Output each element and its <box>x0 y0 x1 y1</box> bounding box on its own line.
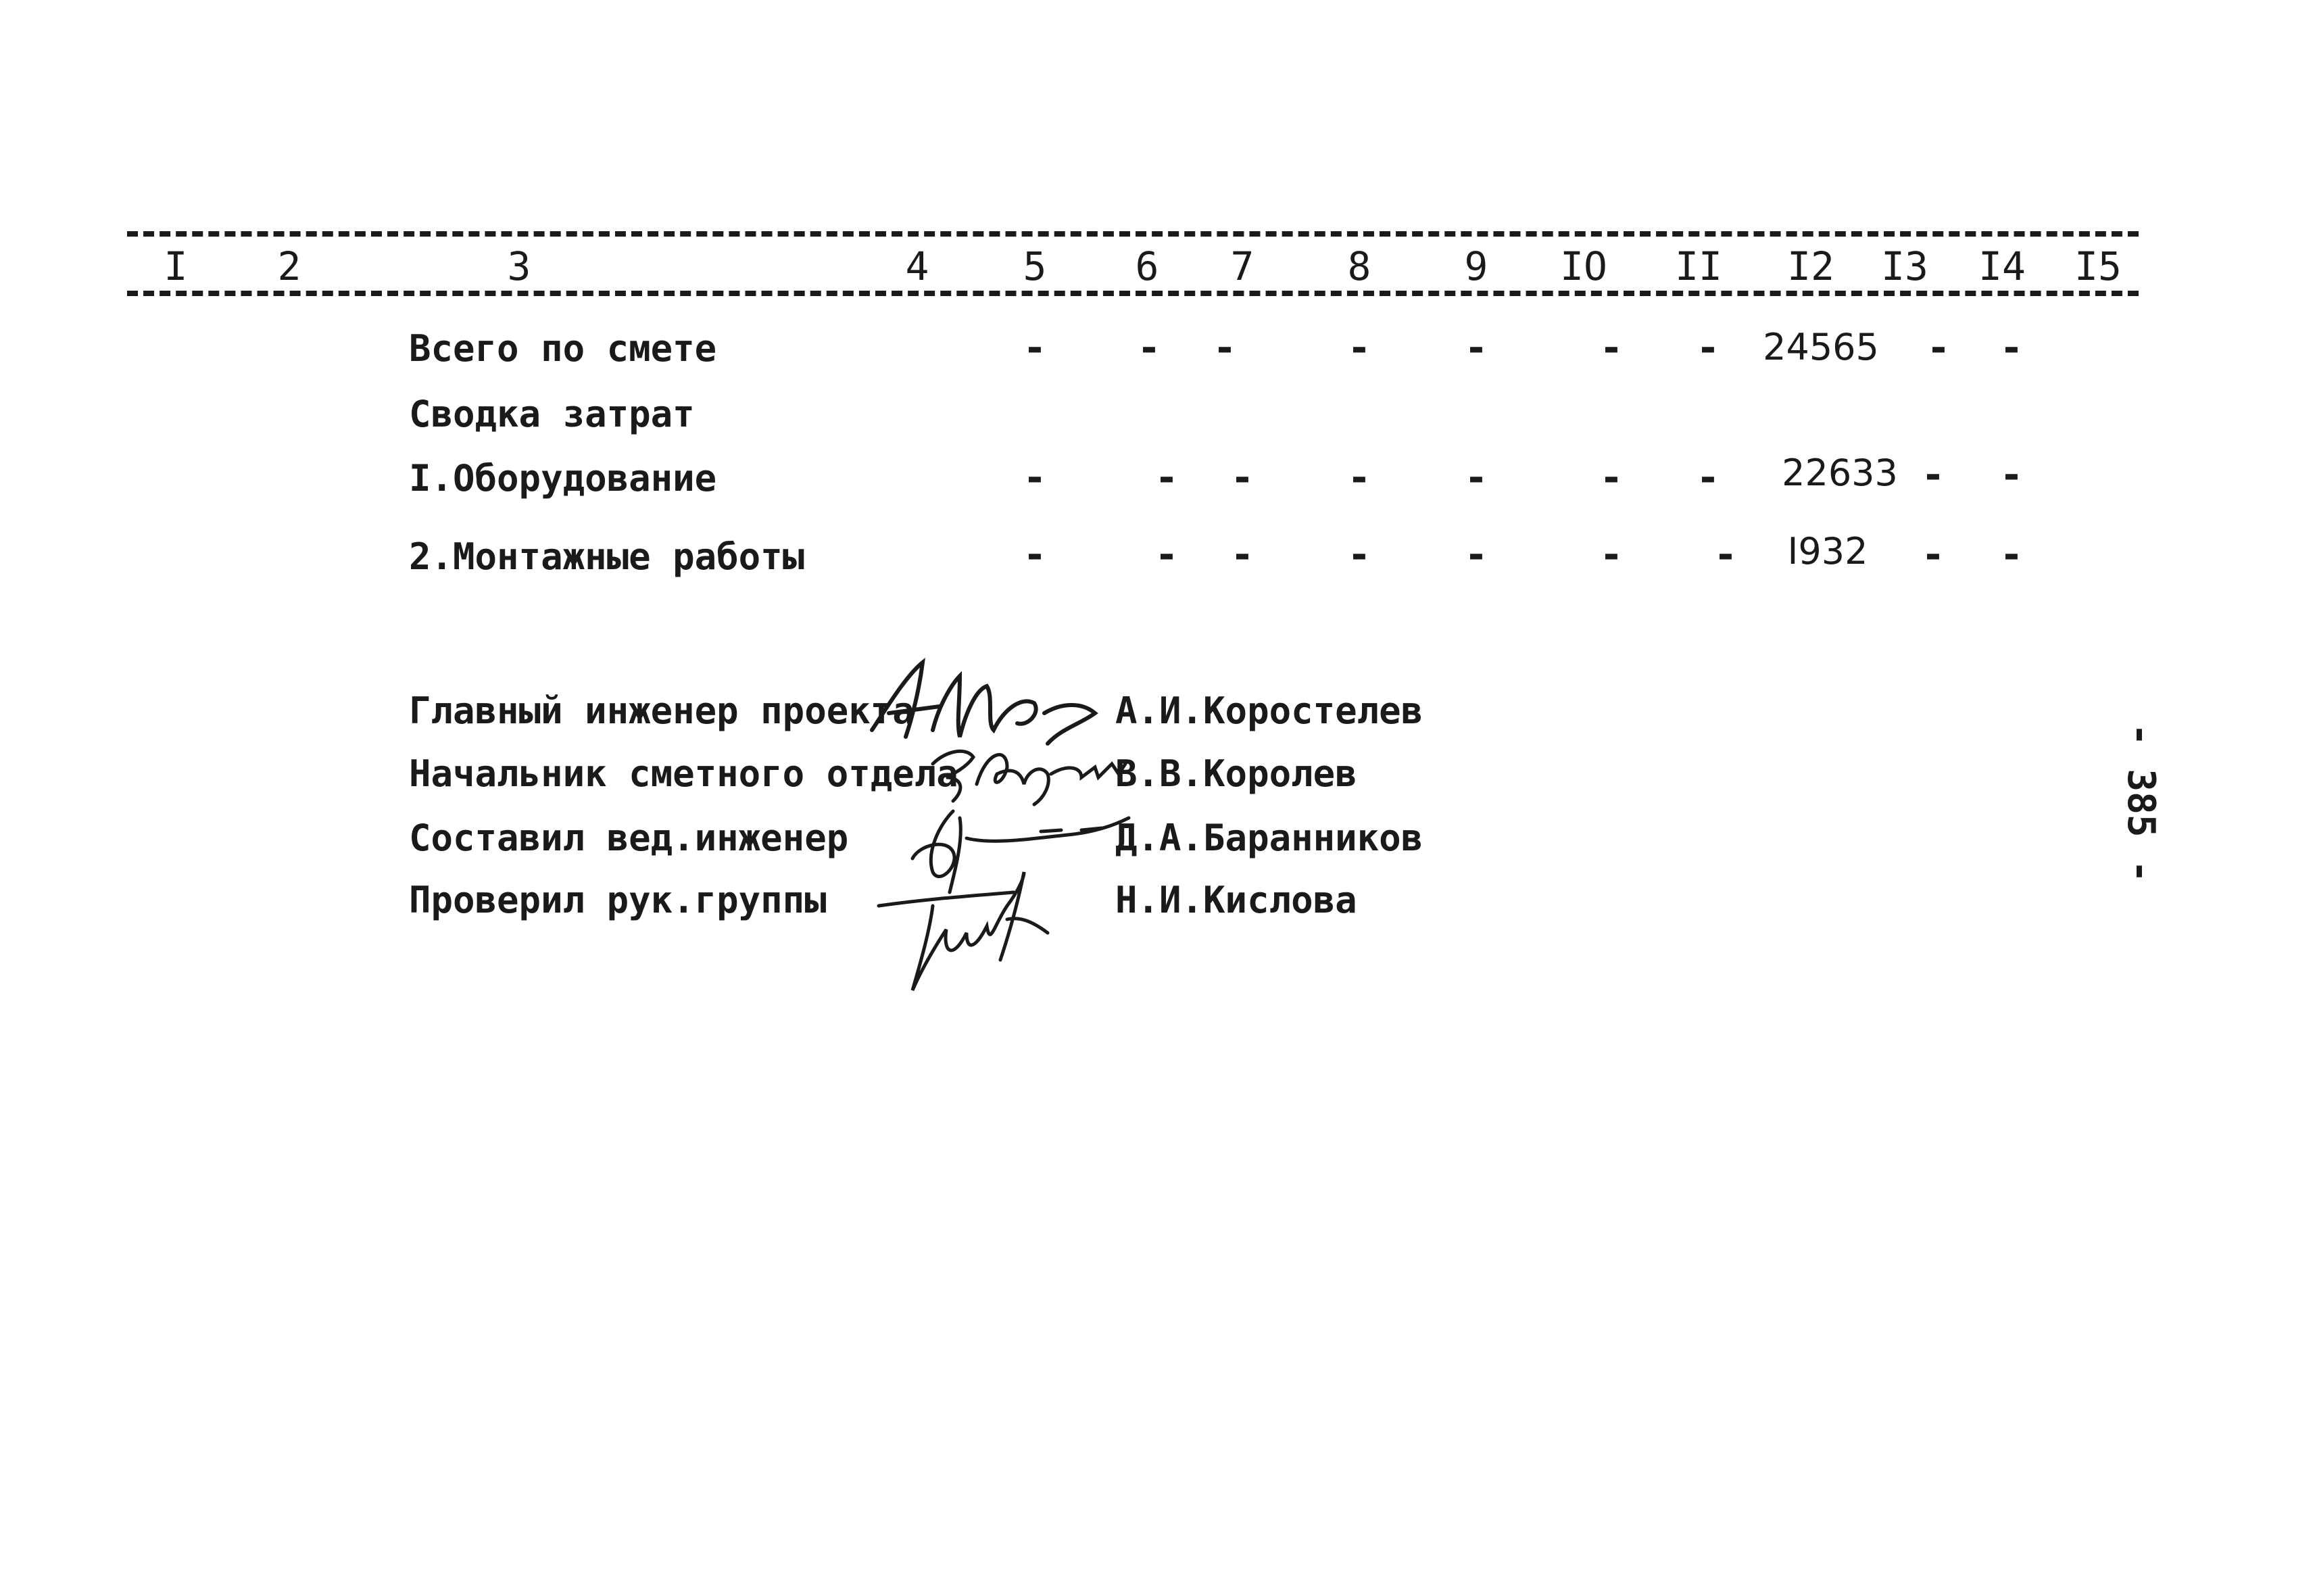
signature-name: Н.И.Кислова <box>1115 879 1357 921</box>
cell-dash: - <box>1696 454 1720 500</box>
page-number: - 385 - <box>2119 723 2163 884</box>
cell-dash: - <box>1154 454 1179 500</box>
cell-dash: - <box>1230 454 1254 500</box>
cell-dash: - <box>1023 531 1047 577</box>
cell-total: 24565 <box>1763 326 1879 368</box>
column-header: 8 <box>1347 243 1371 289</box>
column-header: IO <box>1560 243 1607 289</box>
cell-dash: - <box>1347 531 1371 577</box>
column-header: 2 <box>277 243 301 289</box>
column-header: I5 <box>2074 243 2122 289</box>
cell-dash: - <box>1464 454 1488 500</box>
signature-title: Главный инженер проекта <box>409 690 915 732</box>
cell-dash: - <box>1464 531 1488 577</box>
cell-dash: - <box>1137 324 1161 370</box>
row-label: I.Оборудование <box>409 457 717 500</box>
cell-dash: - <box>1921 452 1945 498</box>
cell-dash: - <box>1999 452 2024 498</box>
header-bottom-rule <box>127 291 2139 296</box>
signature-name: Д.А.Баранников <box>1115 817 1423 859</box>
header-top-rule <box>127 231 2139 237</box>
column-header: 7 <box>1230 243 1254 289</box>
cell-dash: - <box>1464 324 1488 370</box>
column-header: I3 <box>1881 243 1928 289</box>
row-label: Всего по смете <box>409 327 717 370</box>
signature-title: Проверил рук.группы <box>409 879 827 921</box>
column-header: 5 <box>1023 243 1047 289</box>
cell-dash: - <box>1599 324 1624 370</box>
cell-dash: - <box>1921 531 1945 577</box>
signature-title: Составил вед.инженер <box>409 817 849 859</box>
cell-dash: - <box>1230 531 1254 577</box>
cell-dash: - <box>1926 324 1951 370</box>
column-header: 3 <box>507 243 531 289</box>
handwritten-signature <box>872 865 1068 1000</box>
cell-dash: - <box>1713 531 1738 577</box>
row-label: 2.Монтажные работы <box>409 535 805 578</box>
column-header: I <box>164 243 188 289</box>
cell-dash: - <box>1023 454 1047 500</box>
cell-dash: - <box>1347 454 1371 500</box>
column-header: 9 <box>1464 243 1488 289</box>
cell-dash: - <box>1347 324 1371 370</box>
cell-dash: - <box>1023 324 1047 370</box>
cell-dash: - <box>1599 454 1624 500</box>
cell-dash: - <box>1999 324 2024 370</box>
cell-dash: - <box>1154 531 1179 577</box>
cell-dash: - <box>1696 324 1720 370</box>
signature-title: Начальник сметного отдела <box>409 752 958 795</box>
signature-name: В.В.Королев <box>1115 752 1357 795</box>
cell-total: I932 <box>1787 530 1868 573</box>
cell-dash: - <box>1599 531 1624 577</box>
column-header: I2 <box>1787 243 1834 289</box>
column-header: 6 <box>1135 243 1159 289</box>
cell-dash: - <box>1999 531 2024 577</box>
column-header: 4 <box>905 243 929 289</box>
cell-total: 22633 <box>1782 452 1898 494</box>
column-header: I4 <box>1978 243 2026 289</box>
row-label: Сводка затрат <box>409 393 695 435</box>
signature-name: А.И.Коростелев <box>1115 690 1423 732</box>
column-header: II <box>1675 243 1722 289</box>
cell-dash: - <box>1213 324 1237 370</box>
